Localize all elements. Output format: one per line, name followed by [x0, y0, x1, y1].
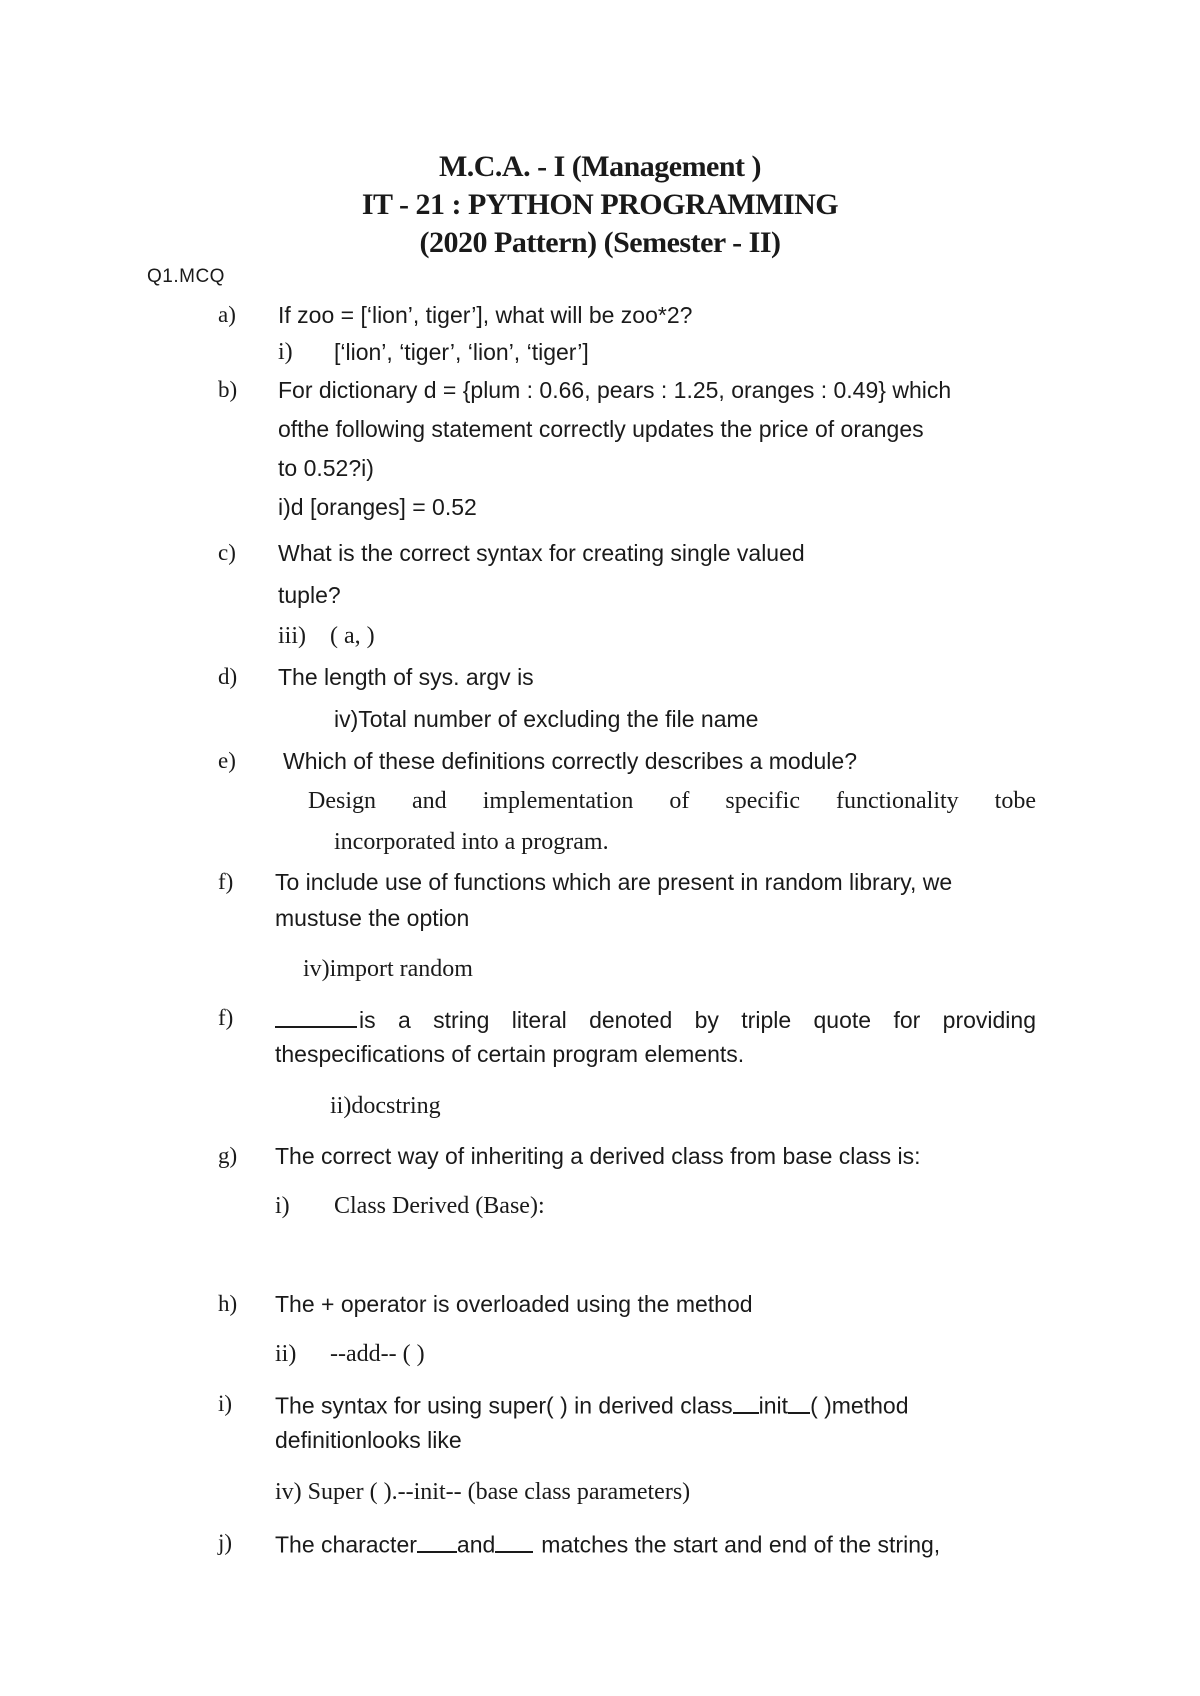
answer-b-text: i)d [oranges] = 0.52 — [278, 494, 477, 520]
question-j-line1-part3: matches the start and end of the string, — [541, 1531, 941, 1558]
pattern-title: (2020 Pattern) (Semester - II) — [419, 226, 781, 259]
answer-d-text: iv)Total number of excluding the file name — [334, 706, 759, 732]
answer-i-text: iv) Super ( ).--init-- (base class parameters) — [275, 1479, 691, 1505]
question-f1-line2: mustuse the option — [275, 905, 470, 931]
question-label-f2: f) — [218, 1005, 234, 1030]
fill-in-blank — [788, 1391, 810, 1414]
question-j-line1 — [275, 1530, 940, 1559]
answer-h-text: --add-- ( ) — [330, 1341, 425, 1367]
question-h-text: The + operator is overloaded using the method — [275, 1291, 753, 1317]
course-title: M.C.A. - I (Management ) — [438, 150, 762, 183]
question-i-line1 — [275, 1391, 909, 1420]
question-label-g: g) — [218, 1143, 238, 1168]
question-label-h: h) — [218, 1291, 238, 1316]
question-label-a: a) — [218, 302, 236, 327]
question-label-i: i) — [218, 1391, 233, 1416]
question-d-text: The length of sys. argv is — [278, 664, 534, 690]
section-label: Q1.MCQ — [147, 266, 225, 287]
answer-a-number: i) — [278, 339, 293, 365]
question-c-line1: What is the correct syntax for creating single valued — [278, 540, 805, 566]
question-label-e: e) — [218, 748, 236, 773]
question-i-line1-part2: init — [758, 1392, 789, 1419]
question-b-line3: to 0.52?i) — [278, 455, 374, 481]
subject-title: IT - 21 : PYTHON PROGRAMMING — [361, 188, 839, 221]
question-label-b: b) — [218, 377, 238, 402]
question-j-line1-part1: The character — [275, 1531, 417, 1558]
answer-h-number: ii) — [275, 1341, 297, 1367]
answer-g-text: Class Derived (Base): — [334, 1193, 545, 1219]
answer-f2-text: ii)docstring — [330, 1093, 441, 1119]
question-label-j: j) — [218, 1530, 233, 1555]
answer-f1-text: iv)import random — [303, 956, 473, 982]
question-i-line1-part3: ( )method — [810, 1392, 909, 1419]
answer-e-line1: Design and implementation of specific functionality tobe — [308, 788, 1036, 814]
question-c-line2: tuple? — [278, 582, 341, 608]
question-e-text: Which of these definitions correctly describes a module? — [283, 748, 858, 774]
question-f2-line1 — [275, 1005, 1036, 1034]
question-j-line1-part2: and — [456, 1531, 496, 1558]
question-label-d: d) — [218, 664, 238, 689]
question-f2-line2: thespecifications of certain program elements. — [275, 1041, 745, 1067]
question-i-line1-part1: The syntax for using super( ) in derived class — [275, 1392, 733, 1419]
question-i-line2: definitionlooks like — [275, 1427, 462, 1453]
answer-g-number: i) — [275, 1193, 290, 1219]
answer-c-text: iii) ( a, ) — [278, 623, 375, 649]
question-g-text: The correct way of inheriting a derived class from base class is: — [275, 1143, 921, 1169]
answer-e-line2: incorporated into a program. — [334, 829, 609, 855]
question-f2-line1-text: is a string literal denoted by triple quote for providing — [359, 1006, 1036, 1033]
answer-a-text: [‘lion’, ‘tiger’, ‘lion’, ‘tiger’] — [334, 339, 589, 365]
question-b-line2: ofthe following statement correctly updates the price of oranges — [278, 416, 924, 442]
question-a-text: If zoo = [‘lion’, tiger’], what will be zoo*2? — [278, 302, 693, 328]
question-f1-line1: To include use of functions which are present in random library, we — [275, 869, 953, 895]
question-label-c: c) — [218, 540, 236, 565]
fill-in-blank — [417, 1530, 457, 1553]
fill-in-blank — [733, 1391, 759, 1414]
fill-in-blank — [495, 1530, 533, 1553]
question-label-f1: f) — [218, 869, 234, 894]
fill-in-blank — [275, 1005, 357, 1028]
question-b-line1: For dictionary d = {plum : 0.66, pears : 1.25, oranges : 0.49} which — [278, 377, 952, 403]
